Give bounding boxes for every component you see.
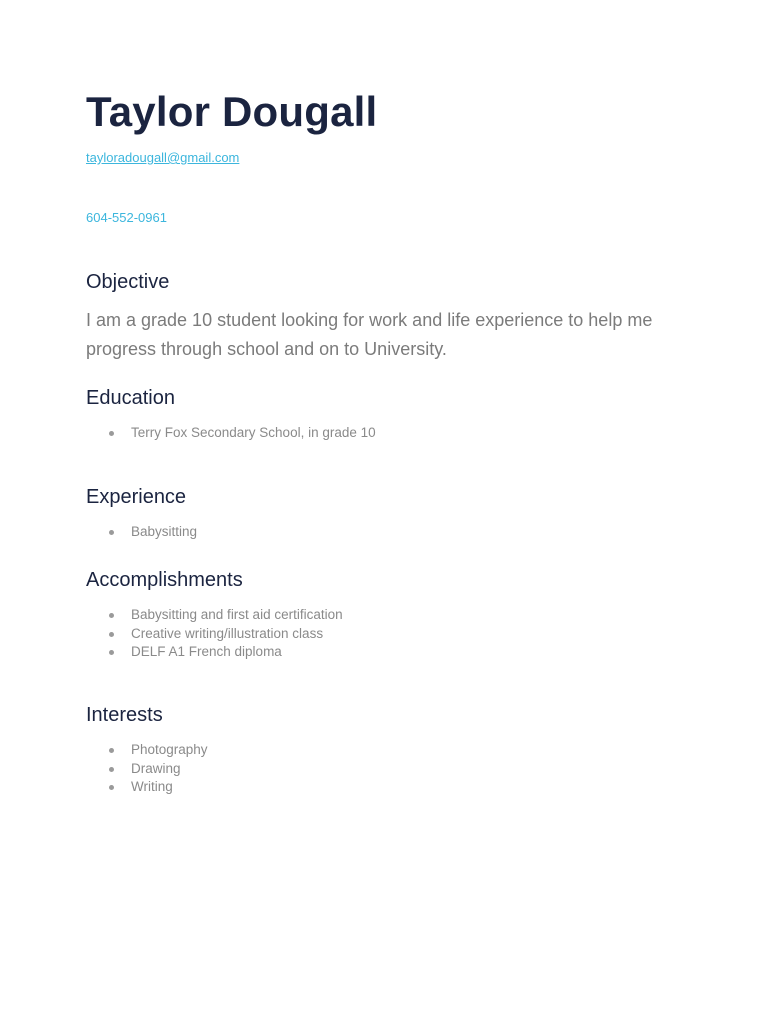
email-link[interactable]: tayloradougall@gmail.com [86, 150, 240, 165]
list-item [86, 424, 376, 443]
experience-item: Babysitting [131, 524, 198, 539]
bullet-icon [109, 530, 114, 535]
interest-item: Writing [131, 779, 173, 795]
accomplishments-heading: Accomplishments [86, 569, 243, 591]
interest-item: Drawing [131, 760, 181, 776]
accomplishment-item: Babysitting and first aid certification [131, 607, 343, 622]
candidate-name: Taylor Dougall [86, 88, 378, 135]
accomplishment-item: DELF A1 French diploma [131, 644, 282, 660]
accomplishments-list [86, 606, 343, 662]
education-item: Terry Fox Secondary School, in grade 10 [131, 425, 376, 440]
list-item [86, 625, 343, 644]
bullet-icon [109, 748, 114, 753]
interests-heading: Interests [86, 704, 163, 726]
experience-list [86, 523, 197, 542]
education-heading: Education [86, 387, 175, 409]
list-item [86, 741, 208, 760]
list-item [86, 643, 343, 662]
bullet-icon [109, 767, 114, 772]
bullet-icon [109, 785, 114, 790]
bullet-icon [109, 431, 114, 436]
list-item [86, 778, 208, 797]
objective-text: I am a grade 10 student looking for work and life experience to help me progress through school and on to University. [86, 310, 653, 359]
bullet-icon [109, 613, 114, 618]
list-item [86, 760, 208, 779]
phone-number: 604-552-0961 [86, 210, 167, 225]
interest-item: Photography [131, 742, 208, 757]
education-list [86, 424, 376, 443]
experience-heading: Experience [86, 486, 187, 508]
bullet-icon [109, 632, 114, 637]
objective-heading: Objective [86, 271, 170, 293]
bullet-icon [109, 650, 114, 655]
list-item [86, 606, 343, 625]
interests-list [86, 741, 208, 797]
list-item [86, 523, 197, 542]
accomplishment-item: Creative writing/illustration class [131, 625, 324, 641]
